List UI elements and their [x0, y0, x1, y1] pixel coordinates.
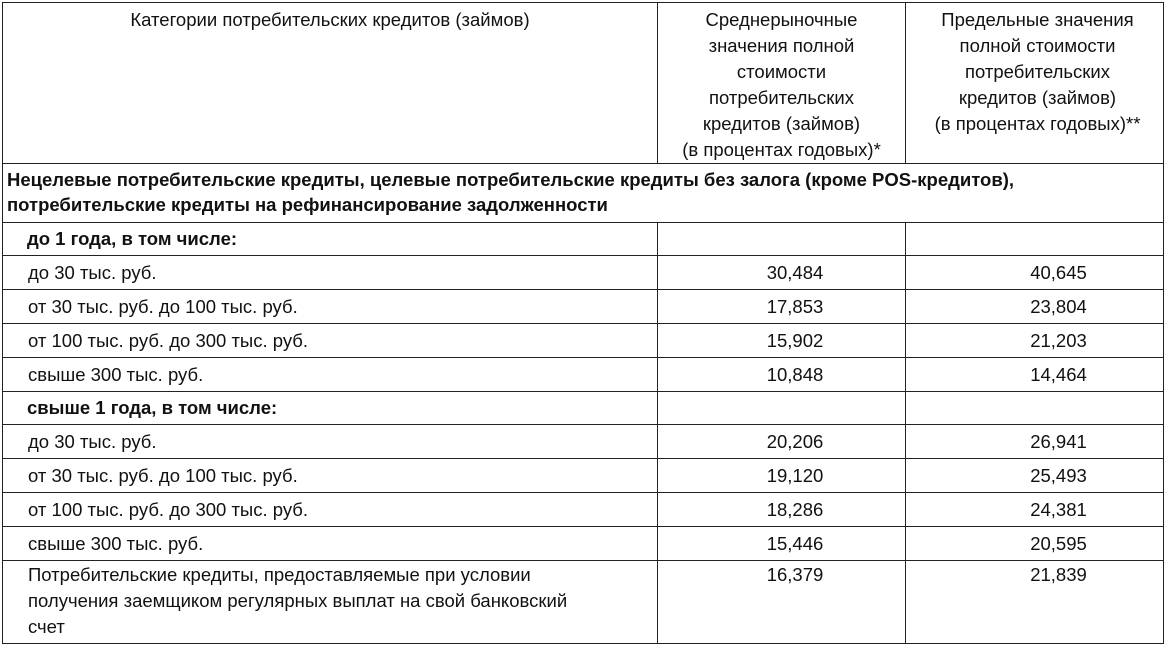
section-row [3, 164, 1164, 223]
table-row [3, 527, 1164, 561]
header-limit-line: полной стоимости [959, 35, 1116, 56]
group-header-row [3, 392, 1164, 425]
header-limit-line: (в процентах годовых)** [934, 113, 1141, 134]
row-average-value: 15,902 [658, 324, 906, 358]
row-average-value: 30,484 [658, 256, 906, 290]
header-average-line: кредитов (займов) [702, 113, 861, 134]
empty-cell [658, 223, 906, 256]
row-limit-value: 21,203 [906, 324, 1164, 358]
row-label-line: получения заемщиком регулярных выплат на свой банковский [28, 590, 568, 611]
group-header-row [3, 223, 1164, 256]
header-limit-line: Предельные значения [941, 9, 1134, 30]
row-limit-value: 23,804 [906, 290, 1164, 324]
table-row [3, 290, 1164, 324]
table-row [3, 256, 1164, 290]
table-row-salary-credits [3, 561, 1164, 644]
row-average-value: 16,379 [658, 561, 906, 644]
row-limit-value: 25,493 [906, 459, 1164, 493]
row-label: свыше 300 тыс. руб. [3, 358, 658, 392]
row-label: свыше 300 тыс. руб. [3, 527, 658, 561]
row-average-value: 17,853 [658, 290, 906, 324]
header-average-line: (в процентах годовых)* [682, 139, 881, 160]
table-row [3, 358, 1164, 392]
empty-cell [906, 223, 1164, 256]
section-title: Нецелевые потребительские кредиты, целевые потребительские кредиты без залога (кроме POS-кредитов), потребительские кредиты на рефинансирование задолженности [3, 164, 1164, 223]
row-label: от 30 тыс. руб. до 100 тыс. руб. [3, 290, 658, 324]
table-row [3, 459, 1164, 493]
group-title: до 1 года, в том числе: [3, 223, 658, 256]
header-limit-line: кредитов (займов) [958, 87, 1117, 108]
header-category: Категории потребительских кредитов (займов) [3, 3, 658, 164]
table-row [3, 493, 1164, 527]
header-average-psk [658, 3, 906, 164]
row-average-value: 18,286 [658, 493, 906, 527]
row-limit-value: 21,839 [906, 561, 1164, 644]
row-label: до 30 тыс. руб. [3, 425, 658, 459]
row-limit-value: 40,645 [906, 256, 1164, 290]
credit-rates-table [2, 2, 1164, 644]
table-row [3, 324, 1164, 358]
row-average-value: 10,848 [658, 358, 906, 392]
header-average-line: Среднерыночные [705, 9, 858, 30]
row-label [3, 561, 658, 644]
group-title: свыше 1 года, в том числе: [3, 392, 658, 425]
row-label: до 30 тыс. руб. [3, 256, 658, 290]
row-label-line: счет [28, 616, 65, 637]
row-limit-value: 24,381 [906, 493, 1164, 527]
row-limit-value: 26,941 [906, 425, 1164, 459]
header-limit-line: потребительских [965, 61, 1110, 82]
table-row [3, 425, 1164, 459]
empty-cell [658, 392, 906, 425]
row-label: от 100 тыс. руб. до 300 тыс. руб. [3, 493, 658, 527]
row-limit-value: 20,595 [906, 527, 1164, 561]
row-label: от 100 тыс. руб. до 300 тыс. руб. [3, 324, 658, 358]
row-average-value: 19,120 [658, 459, 906, 493]
header-average-line: потребительских [709, 87, 854, 108]
row-label-line: Потребительские кредиты, предоставляемые при условии [28, 564, 531, 585]
header-average-line: значения полной [708, 35, 855, 56]
row-average-value: 20,206 [658, 425, 906, 459]
header-average-line: стоимости [736, 61, 827, 82]
row-label: от 30 тыс. руб. до 100 тыс. руб. [3, 459, 658, 493]
header-row [3, 3, 1164, 164]
row-limit-value: 14,464 [906, 358, 1164, 392]
empty-cell [906, 392, 1164, 425]
row-average-value: 15,446 [658, 527, 906, 561]
header-limit-psk [906, 3, 1164, 164]
